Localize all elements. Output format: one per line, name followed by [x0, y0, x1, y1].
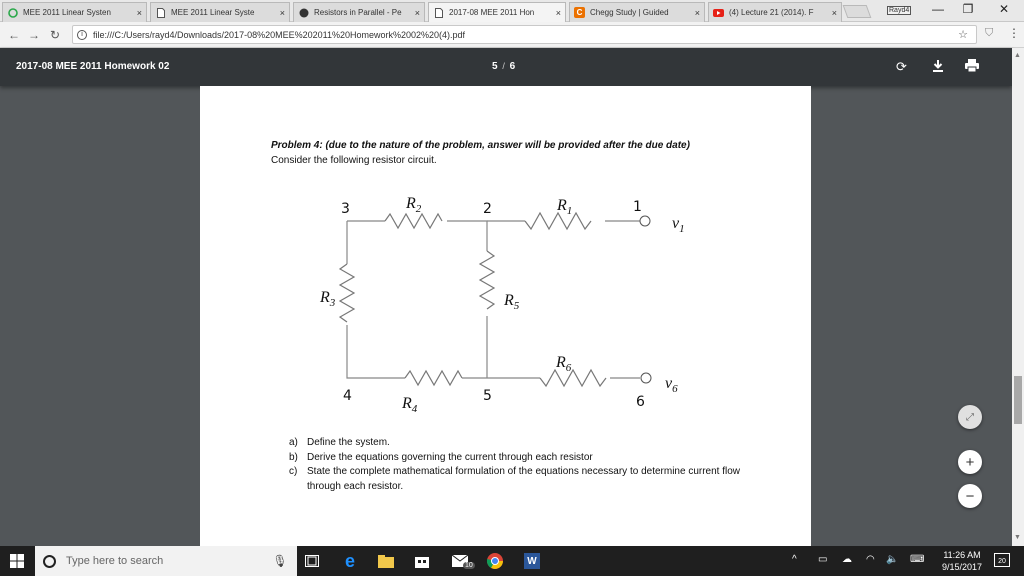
- chevron-up-icon[interactable]: ^: [792, 554, 797, 565]
- scrollbar-thumb[interactable]: [1014, 376, 1022, 424]
- rotate-icon[interactable]: ⟳: [896, 59, 907, 74]
- node-label: 2: [483, 201, 492, 217]
- page-separator: /: [502, 61, 505, 71]
- close-window-button[interactable]: ✕: [998, 2, 1010, 16]
- scroll-down-icon[interactable]: ▼: [1014, 534, 1021, 541]
- battery-icon[interactable]: ▭: [818, 554, 828, 565]
- tab-title: MEE 2011 Linear Systen: [23, 8, 111, 17]
- address-bar[interactable]: [72, 25, 977, 44]
- clock-time: 11:26 AM: [943, 550, 981, 560]
- profile-button[interactable]: Rayd4: [889, 7, 910, 14]
- node-label: 3: [341, 201, 350, 217]
- close-icon[interactable]: ×: [555, 7, 561, 18]
- list-item: [289, 451, 749, 466]
- browser-toolbar: [0, 22, 1024, 48]
- close-icon[interactable]: ×: [136, 7, 142, 18]
- tab-title: (4) Lecture 21 (2014). F: [729, 8, 814, 17]
- resistor-r3: [340, 264, 354, 322]
- page-icon: [155, 7, 166, 18]
- clock-date: 9/15/2017: [941, 562, 983, 572]
- cortana-icon: [43, 555, 56, 568]
- wire-node4: [347, 325, 405, 378]
- tab-title: MEE 2011 Linear Syste: [171, 8, 255, 17]
- question-letter: b): [289, 451, 298, 463]
- badge-count: 10: [465, 562, 473, 569]
- resistor-r4: [405, 371, 462, 385]
- page-indicator: [492, 61, 515, 72]
- edge-icon[interactable]: e: [344, 550, 355, 571]
- dark-circle-icon: [298, 7, 309, 18]
- cloud-icon[interactable]: ☁: [842, 554, 852, 565]
- reload-icon[interactable]: ↻: [50, 28, 61, 42]
- tab-title: 2017-08 MEE 2011 Hon: [449, 8, 535, 17]
- tab-2[interactable]: [150, 2, 290, 22]
- tab-4[interactable]: [428, 2, 566, 22]
- document-title: 2017-08 MEE 2011 Homework 02: [16, 61, 170, 72]
- terminal-v6: [641, 373, 651, 383]
- question-letter: c): [289, 466, 298, 477]
- tab-3[interactable]: [293, 2, 425, 22]
- close-icon[interactable]: ×: [414, 7, 420, 18]
- loading-ring-icon: [7, 7, 18, 18]
- list-item: [289, 465, 749, 494]
- resistor-label-r3: $R_3$: [320, 289, 336, 309]
- resistor-r2: [385, 214, 442, 228]
- total-pages: 6: [509, 61, 516, 72]
- current-page[interactable]: 5: [492, 61, 498, 72]
- list-item: [289, 436, 749, 451]
- tab-title: Resistors in Parallel - Pe: [314, 8, 402, 17]
- resistor-circuit-diagram: [200, 86, 811, 426]
- chegg-icon: C: [574, 7, 585, 18]
- wifi-icon[interactable]: ◠: [866, 554, 875, 565]
- scroll-up-icon[interactable]: ▲: [1014, 52, 1021, 59]
- forward-arrow-icon[interactable]: →: [28, 28, 40, 42]
- clock[interactable]: [938, 549, 986, 573]
- node-label: 6: [636, 394, 645, 410]
- node-label: 5: [483, 388, 492, 404]
- download-icon[interactable]: [932, 59, 944, 75]
- voltage-label-v1: $v_1$: [672, 215, 685, 235]
- minimize-button[interactable]: —: [932, 2, 944, 16]
- chrome-icon[interactable]: [487, 553, 503, 569]
- question-text: Derive the equations governing the current through each resistor: [307, 451, 593, 463]
- node-label: 4: [343, 388, 352, 404]
- tab-5[interactable]: [569, 2, 705, 22]
- tab-1[interactable]: [2, 2, 147, 22]
- page-icon: [433, 7, 444, 18]
- vertical-scrollbar[interactable]: [1012, 48, 1024, 546]
- wire-node2-down: [447, 221, 487, 251]
- word-icon[interactable]: W: [524, 553, 540, 569]
- close-icon[interactable]: ×: [831, 7, 837, 18]
- windows-start-icon[interactable]: [10, 554, 24, 568]
- taskbar-search-box[interactable]: [35, 546, 297, 576]
- question-list: [289, 436, 749, 494]
- question-text: State the complete mathematical formulation of the equations necessary to determine current flow through each resistor.: [307, 466, 741, 492]
- shield-icon[interactable]: ⛉: [985, 27, 994, 39]
- close-icon[interactable]: ×: [279, 7, 285, 18]
- keyboard-icon[interactable]: ⌨: [910, 554, 925, 565]
- file-explorer-icon[interactable]: [378, 553, 394, 569]
- question-text: Define the system.: [307, 437, 390, 448]
- url-text: file:///C:/Users/rayd4/Downloads/2017-08%20MEE%202011%20Homework%2002%20(4).pdf: [93, 29, 466, 40]
- resistor-r6: [540, 370, 606, 386]
- notification-center-icon[interactable]: [994, 553, 1010, 567]
- pdf-page: [200, 86, 811, 546]
- new-tab-button[interactable]: [843, 5, 872, 18]
- volume-icon[interactable]: 🔈: [886, 554, 899, 565]
- resistor-label-r2: $R_2$: [406, 195, 422, 215]
- resistor-label-r4: $R_4$: [402, 395, 418, 415]
- pdf-toolbar: [0, 48, 1012, 86]
- tab-6[interactable]: [708, 2, 842, 22]
- search-placeholder: Type here to search: [66, 555, 164, 567]
- tab-title: Chegg Study | Guided: [590, 8, 669, 17]
- taskbar: [0, 546, 1024, 576]
- youtube-icon: [713, 7, 724, 18]
- problem-heading: Problem 4: (due to the nature of the problem, answer will be provided after the due date): [271, 140, 690, 151]
- microphone-icon[interactable]: 🎙: [272, 554, 288, 568]
- fit-to-page-button[interactable]: ⤢: [958, 405, 982, 429]
- zoom-out-button[interactable]: −: [958, 484, 982, 508]
- restore-button[interactable]: ❐: [962, 2, 974, 16]
- notification-count: 20: [998, 558, 1006, 565]
- store-icon[interactable]: [414, 553, 430, 569]
- resistor-r1: [525, 213, 591, 229]
- back-arrow-icon[interactable]: ←: [8, 28, 20, 42]
- close-icon[interactable]: ×: [694, 7, 700, 18]
- tab-strip: [0, 0, 1024, 22]
- terminal-v1: [640, 216, 650, 226]
- resistor-r5: [480, 251, 494, 309]
- voltage-label-v6: $v_6$: [665, 375, 678, 395]
- resistor-label-r1: $R_1$: [557, 197, 573, 217]
- resistor-label-r6: $R_6$: [556, 354, 572, 374]
- info-icon[interactable]: i: [77, 30, 87, 40]
- question-letter: a): [289, 437, 298, 448]
- star-icon[interactable]: ☆: [958, 29, 968, 41]
- task-view-icon[interactable]: [304, 553, 320, 569]
- node-label: 1: [633, 199, 642, 215]
- print-icon[interactable]: [965, 59, 979, 75]
- problem-intro: Consider the following resistor circuit.: [271, 155, 437, 166]
- resistor-label-r5: $R_5$: [504, 292, 520, 312]
- menu-dots-icon[interactable]: ⋮: [1008, 26, 1020, 40]
- zoom-in-button[interactable]: +: [958, 450, 982, 474]
